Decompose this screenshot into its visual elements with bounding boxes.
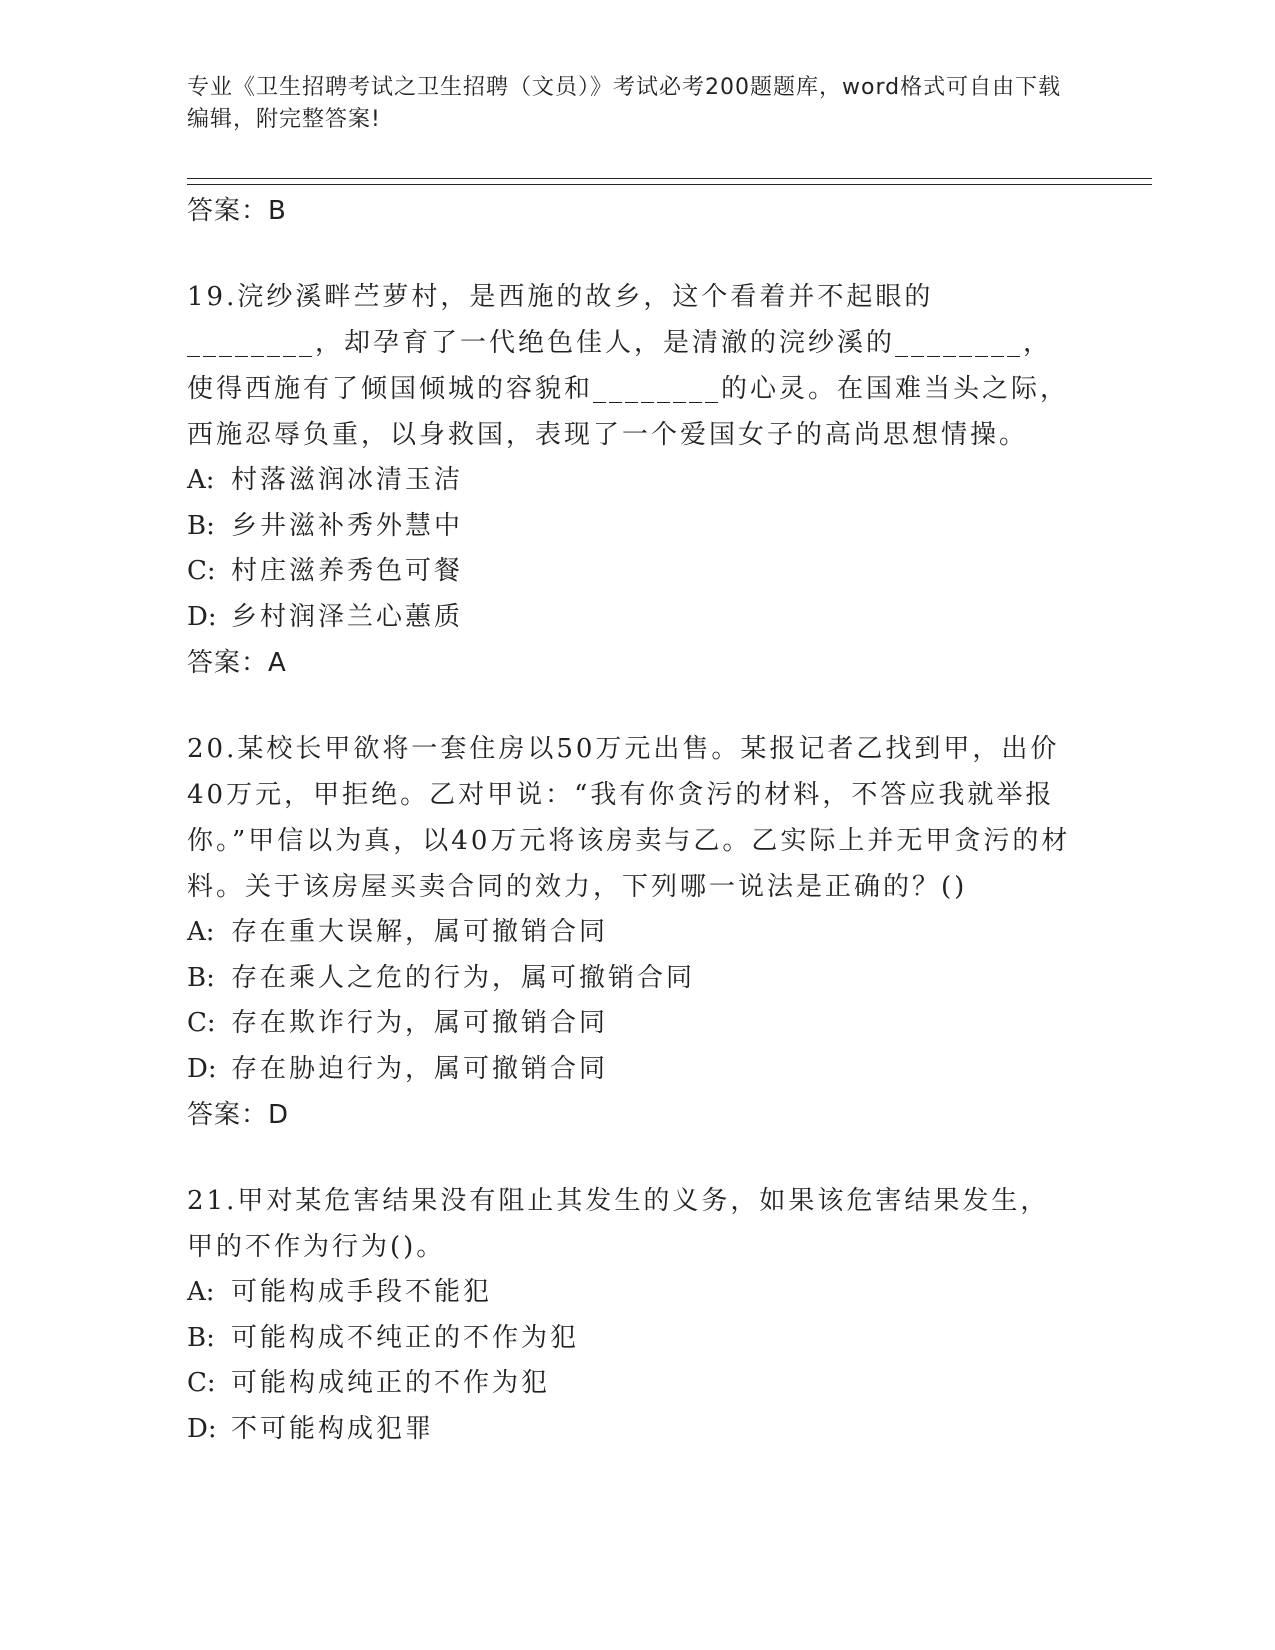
option-b — [187, 956, 1077, 1002]
option-key: C: — [187, 1368, 216, 1398]
option-text: 可能构成不纯正的不作为犯 — [231, 1322, 580, 1353]
option-text: 村落滋润冰清玉洁 — [231, 465, 464, 495]
option-key: A: — [187, 465, 215, 495]
option-b — [187, 1316, 1077, 1362]
answer-line: 答案：A — [187, 648, 287, 678]
option-d — [187, 1047, 1077, 1093]
question-block — [187, 1178, 1077, 1452]
option-c — [187, 1361, 1077, 1407]
option-key: B: — [187, 962, 215, 993]
question-block — [187, 726, 1077, 1138]
option-key: C: — [187, 556, 216, 586]
option-text: 存在胁迫行为，属可撤销合同 — [231, 1053, 609, 1084]
option-key: B: — [187, 510, 215, 541]
header-divider-top — [187, 178, 1152, 179]
option-c — [187, 1001, 1077, 1047]
option-a — [187, 458, 1077, 504]
option-key: C: — [187, 1008, 216, 1038]
answer-line: 答案：B — [187, 196, 287, 226]
option-text: 乡井滋补秀外慧中 — [231, 510, 464, 541]
spacer — [187, 1138, 1077, 1178]
spacer — [187, 234, 1077, 274]
option-c — [187, 549, 1077, 595]
option-key: A: — [187, 1277, 215, 1307]
option-key: D: — [187, 1053, 217, 1084]
option-d — [187, 1407, 1077, 1453]
option-text: 存在重大误解，属可撤销合同 — [231, 917, 609, 947]
option-key: B: — [187, 1322, 215, 1353]
option-b — [187, 504, 1077, 550]
page-header: 专业《卫生招聘考试之卫生招聘（文员）》考试必考200题题库，word格式可自由下载编辑，附完整答案! — [187, 75, 1062, 132]
document-body — [187, 188, 1077, 1452]
question-text: 21.甲对某危害结果没有阻止其发生的义务，如果该危害结果发生，甲的不作为行为()。 — [187, 1186, 1050, 1262]
question-block — [187, 274, 1077, 686]
option-text: 可能构成手段不能犯 — [231, 1277, 493, 1307]
option-a — [187, 1270, 1077, 1316]
header-divider-bottom — [187, 184, 1152, 185]
option-text: 可能构成纯正的不作为犯 — [231, 1368, 551, 1398]
answer-line: 答案：D — [187, 1100, 290, 1130]
question-text: 20.某校长甲欲将一套住房以50万元出售。某报记者乙找到甲，出价40万元，甲拒绝。乙对甲说：“我有你贪污的材料，不答应我就举报你。”甲信以为真，以40万元将该房卖与乙。乙实际上并无甲贪污的材料。关于该房屋买卖合同的效力，下列哪一说法是正确的？() — [187, 734, 1071, 902]
option-key: D: — [187, 601, 217, 632]
option-text: 乡村润泽兰心蕙质 — [231, 601, 464, 632]
option-key: A: — [187, 917, 215, 947]
option-text: 不可能构成犯罪 — [231, 1413, 435, 1444]
option-d — [187, 595, 1077, 641]
option-text: 村庄滋养秀色可餐 — [231, 556, 464, 586]
option-key: D: — [187, 1413, 217, 1444]
question-text: 19.浣纱溪畔苎萝村，是西施的故乡，这个看着并不起眼的________，却孕育了一代绝色佳人，是清澈的浣纱溪的________，使得西施有了倾国倾城的容貌和________的心灵。在国难当头之际，西施忍辱负重，以身救国，表现了一个爱国女子的高尚思想情操。 — [187, 282, 1070, 450]
option-text: 存在乘人之危的行为，属可撤销合同 — [231, 962, 696, 993]
option-a — [187, 910, 1077, 956]
option-text: 存在欺诈行为，属可撤销合同 — [231, 1008, 609, 1038]
spacer — [187, 686, 1077, 726]
